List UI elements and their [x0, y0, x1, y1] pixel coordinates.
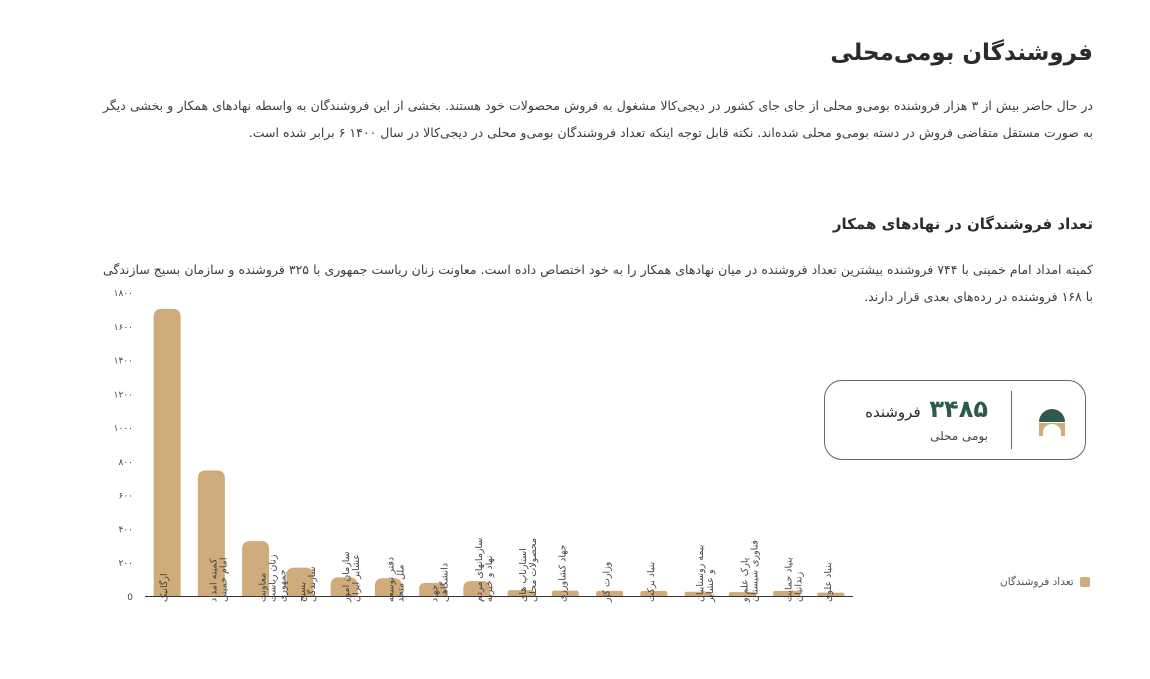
y-tick-label: ۱۲۰۰: [113, 390, 133, 401]
x-category-label: [784, 557, 805, 602]
x-category-label-line: سازمانهای مردم: [473, 537, 485, 602]
x-category-label-line: دانشگاهی: [439, 562, 451, 602]
x-category-label: [557, 544, 568, 602]
x-category-label-line: عشایر ایران: [351, 553, 363, 602]
stat-text: [865, 395, 988, 443]
x-category-label-line: زنان ریاست: [267, 554, 279, 602]
x-category-label-line: محصولات محلی: [528, 537, 540, 602]
x-category-label-line: ارگانیک: [159, 573, 171, 602]
legend-swatch: [1080, 577, 1090, 587]
stat-divider: [1011, 391, 1012, 449]
x-category-label: [739, 540, 760, 603]
x-category-label-line: بیمه روستاییان: [695, 544, 707, 602]
x-category-label-line: جمهوری: [277, 569, 289, 602]
x-category-label-line: بنیاد برکت: [645, 561, 657, 602]
y-tick-label: ۱۶۰۰: [113, 322, 133, 333]
x-category-label: [474, 538, 495, 602]
x-category-label: [385, 557, 406, 602]
legend-label: تعداد فروشندگان: [1000, 576, 1074, 588]
bar: [154, 309, 181, 596]
x-category-label-line: دفتر توسعه: [385, 556, 397, 602]
x-category-label-line: بنیاد حمایت: [783, 557, 795, 602]
x-category-label: [430, 563, 451, 602]
x-category-label: [208, 557, 229, 602]
y-tick-label: ۲۰۰: [118, 559, 133, 570]
x-category-label-line: کمیته امداد: [208, 558, 220, 602]
x-category-label: [602, 562, 613, 603]
x-category-label-line: پارک علم و: [739, 557, 751, 602]
x-category-label-line: جهاد کشاورزی: [557, 544, 569, 602]
section-description: کمیته امداد امام خمینی با ۷۴۴ فروشنده بیشترین تعداد فروشنده در میان نهادهای همکار را به خود اختصاص داده است. معاونت زنان ریاست جمهوری با ۳۲۵ فروشنده و سازمان بسیج سازندگی با ۱۶۸ فروشنده در رده‌های بعدی قرار دارند.: [103, 262, 1093, 304]
y-tick-label: 0: [127, 593, 133, 603]
x-category-label-line: زندانیان: [793, 571, 805, 602]
x-category-label-line: سازمان امور: [341, 551, 353, 602]
x-category-label: [695, 545, 716, 603]
x-category-label-line: بسیج: [296, 581, 308, 602]
intro-paragraph: در حال حاضر بیش از ۳ هزار فروشنده بومی‌و محلی از جای جای کشور در دیجی‌کالا مشغول به فروش محصولات خود هستند. بخشی از این فروشندگان به واسطه نهادهای همکار و بخشی دیگر به صورت مستقل متقاضی فروش در دسته بومی‌و محلی شده‌اند. نکته قابل توجه اینکه تعداد فروشندگان بومی‌و محلی در دیجی‌کالا در سال ۱۴۰۰ ۶ برابر شده است.: [103, 98, 1093, 140]
stat-subtitle: بومی محلی: [930, 429, 988, 443]
x-category-label-line: وزارت کار: [601, 561, 613, 602]
x-category-label-line: و عشایر: [705, 569, 717, 602]
stat-card: [824, 380, 1086, 460]
dome-icon: [1037, 407, 1067, 437]
x-category-label: [341, 551, 362, 603]
x-category-label: [518, 538, 539, 602]
x-category-label-line: استارتاپ های: [518, 548, 530, 602]
y-tick-label: ۸۰۰: [118, 457, 133, 468]
x-category-label-line: ملل متحد: [395, 564, 407, 602]
y-tick-label: ۴۰۰: [118, 525, 133, 536]
x-category-label-line: نهاد و خیریه: [483, 555, 495, 602]
x-category-label-line: بنیاد علوی: [822, 562, 834, 602]
x-category-label-line: سازندگی: [306, 566, 318, 602]
x-category-label: [823, 562, 834, 602]
x-category-label-line: امام خمینی: [218, 557, 230, 602]
y-tick-label: ۱۴۰۰: [113, 356, 133, 367]
stat-unit: فروشنده: [865, 403, 921, 421]
x-category-label: [646, 562, 657, 602]
x-category-label-line: جهاد: [429, 584, 441, 602]
y-tick-label: ۱۸۰۰: [113, 289, 133, 299]
y-tick-label: ۱۰۰۰: [113, 424, 133, 435]
chart-legend: [1000, 576, 1090, 588]
x-category-label-line: فناوری سیستان: [749, 540, 761, 602]
x-category-label-line: معاونت: [257, 572, 269, 602]
y-tick-label: ۶۰۰: [118, 491, 133, 502]
x-category-label: [158, 573, 170, 602]
section-title: تعداد فروشندگان در نهادهای همکار: [832, 215, 1093, 233]
stat-number: ۳۴۸۵: [929, 395, 988, 423]
page-title: فروشندگان بومی‌محلی: [830, 40, 1093, 66]
stat-main-line: [865, 395, 988, 423]
